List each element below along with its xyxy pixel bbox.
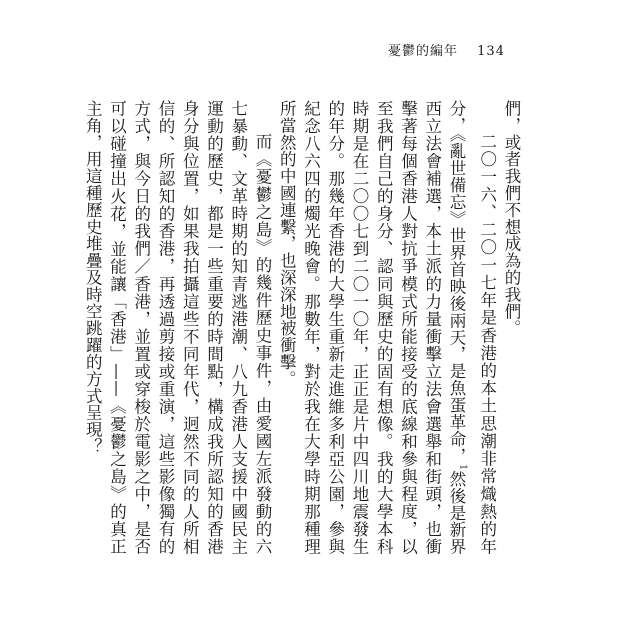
paragraph-3-text: 而《憂鬱之島》的幾件歷史事件，由愛國左派發動的六七暴動、文革時期的知青逃港潮、八九香港人支援中國民主運動的歷史，都是一些重要的時間點，構成我所認知的香港身分與位置，如果我拍攝這些不同年代，迥然不同的人所相信的、所認知的香港，再透過剪接或重演，這些影像獨有的方式，與今日的我們／香港，並置或穿梭於電影之中，是否可以碰撞出火花，並能讓「香港」——《憂鬱之島》的真正主角，用這種歷史堆疊及時空跳躍的方式呈現？ <box>83 100 272 555</box>
paragraph-2-text-b: 然後是新界西立法會補選，本土派的力量衝擊立法會選舉和街頭，也衝擊著每個香港人對抗爭模式所能接受的底線和參與程度，以至我們自己的身分、認同與歷史的固有想像。我的大學本科時期是在二〇〇七到二〇一〇年，正正是片中四川地震發生的年分。那幾年香港的大學生重新走進維多利亞公園，參與紀念八六四的燭光晚會。那數年，對於我在大學時期那種理所當然的中國連繫，也深深地被衝擊。 <box>277 100 466 555</box>
vertical-body-text <box>83 100 523 555</box>
page-number: 134 <box>477 44 505 59</box>
paragraph-3 <box>80 100 274 555</box>
paragraph-2 <box>274 100 499 555</box>
paragraph-continued <box>499 100 523 555</box>
paragraph-2-text-a: 二〇一六、二〇一七年是香港的本土思潮非常熾熱的年分，《亂世備忘》世界首映後兩天，是魚蛋革命， <box>447 100 497 555</box>
paragraph-1-text: 們，或者我們不想成為的我們。 <box>502 100 521 337</box>
running-head <box>388 40 505 59</box>
running-head-title: 憂鬱的編年 <box>388 44 459 59</box>
footnote-reference[interactable]: 1 <box>457 464 468 471</box>
